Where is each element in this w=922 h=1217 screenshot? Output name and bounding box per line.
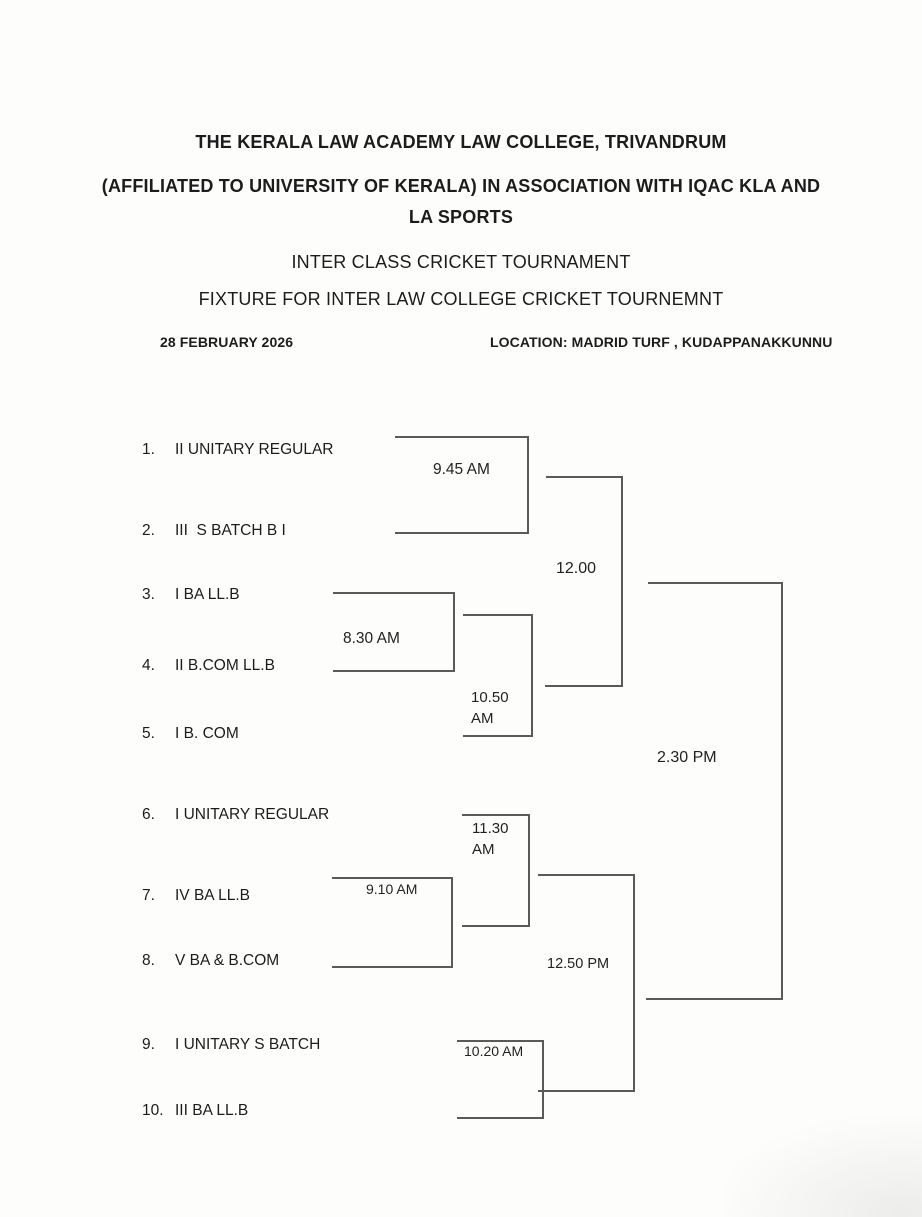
team-number: 8. (142, 952, 155, 969)
bracket-line-semitop-bottom (545, 685, 623, 687)
title-tournament: INTER CLASS CRICKET TOURNAMENT (291, 252, 631, 272)
bracket-line-m12-vertical (527, 436, 529, 534)
time-match-1-2: 9.45 AM (433, 461, 490, 478)
bracket-line-m34-top (333, 592, 455, 594)
time-round2-bottom: 11.30 AM (472, 820, 509, 858)
team-name: V BA & B.COM (175, 952, 280, 969)
bracket-line-m34-bottom (333, 670, 455, 672)
bracket-line-r2top-vertical (531, 614, 533, 737)
bracket-line-m78-vertical (451, 877, 453, 968)
bracket-line-semibot-vertical (633, 874, 635, 1092)
team-name: I BA LL.B (175, 586, 240, 603)
bracket-line-r2bot-top (462, 814, 530, 816)
bracket-line-semitop-top (546, 476, 623, 478)
team-row-3 (142, 586, 240, 604)
team-name: III BA LL.B (175, 1102, 249, 1119)
bracket-line-r2bot-vertical (528, 814, 530, 927)
team-row-1 (142, 441, 333, 459)
team-number: 10. (142, 1102, 164, 1119)
time-round2-top: 10.50 AM (471, 689, 509, 727)
bracket-line-final-vertical (781, 582, 783, 1000)
match-location: LOCATION: MADRID TURF , KUDAPPANAKKUNNU (490, 334, 833, 350)
bracket-line-semibot-bottom (538, 1090, 635, 1092)
team-number: 7. (142, 887, 155, 904)
time-match-9-10: 10.20 AM (464, 1043, 524, 1059)
team-row-6 (142, 806, 329, 824)
team-number: 5. (142, 725, 155, 742)
team-number: 4. (142, 657, 155, 674)
time-semi-bottom: 12.50 PM (547, 956, 610, 972)
team-name: I UNITARY S BATCH (175, 1036, 321, 1053)
team-name: II B.COM LL.B (175, 657, 275, 674)
photo-shading (722, 1117, 922, 1217)
team-row-10 (142, 1102, 248, 1120)
team-number: 3. (142, 586, 155, 603)
team-number: 1. (142, 441, 155, 458)
team-row-4 (142, 657, 275, 675)
bracket-line-final-top (648, 582, 783, 584)
bracket-line-m34-vertical (453, 592, 455, 672)
bracket-line-semitop-vertical (621, 476, 623, 687)
title-affiliation-line1: (AFFILIATED TO UNIVERSITY OF KERALA) IN ASSOCIATION WITH IQAC KLA AND (101, 176, 821, 196)
time-final: 2.30 PM (657, 749, 717, 766)
bracket-line-r2top-top (463, 614, 533, 616)
team-name: II UNITARY REGULAR (175, 441, 334, 458)
team-row-9 (142, 1036, 320, 1054)
team-name: IV BA LL.B (175, 887, 250, 904)
team-name: III S BATCH B I (175, 522, 286, 539)
team-row-7 (142, 887, 250, 905)
team-number: 9. (142, 1036, 155, 1053)
bracket-line-r2bot-bottom (462, 925, 530, 927)
bracket-line-m78-top (332, 877, 453, 879)
team-row-2 (142, 522, 286, 540)
title-college: THE KERALA LAW ACADEMY LAW COLLEGE, TRIVANDRUM (195, 132, 727, 152)
team-row-8 (142, 952, 279, 970)
bracket-line-m910-vertical (542, 1040, 544, 1119)
bracket-line-m12-top (395, 436, 529, 438)
team-name: I B. COM (175, 725, 239, 742)
team-row-5 (142, 725, 239, 743)
bracket-line-final-bottom (646, 998, 783, 1000)
time-match-7-8: 9.10 AM (366, 881, 418, 897)
title-affiliation-line2: LA SPORTS (408, 207, 514, 227)
match-date: 28 FEBRUARY 2026 (160, 334, 294, 350)
bracket-line-r2top-bottom (463, 735, 533, 737)
bracket-line-m910-bottom (457, 1117, 544, 1119)
team-number: 2. (142, 522, 155, 539)
team-name: I UNITARY REGULAR (175, 806, 330, 823)
title-fixture: FIXTURE FOR INTER LAW COLLEGE CRICKET TOURNEMNT (198, 289, 724, 309)
time-semi-top: 12.00 (556, 560, 597, 577)
bracket-line-m12-bottom (395, 532, 529, 534)
time-match-3-4: 8.30 AM (343, 630, 400, 647)
bracket-line-m910-top (457, 1040, 544, 1042)
team-number: 6. (142, 806, 155, 823)
bracket-line-semibot-top (538, 874, 635, 876)
bracket-line-m78-bottom (332, 966, 453, 968)
